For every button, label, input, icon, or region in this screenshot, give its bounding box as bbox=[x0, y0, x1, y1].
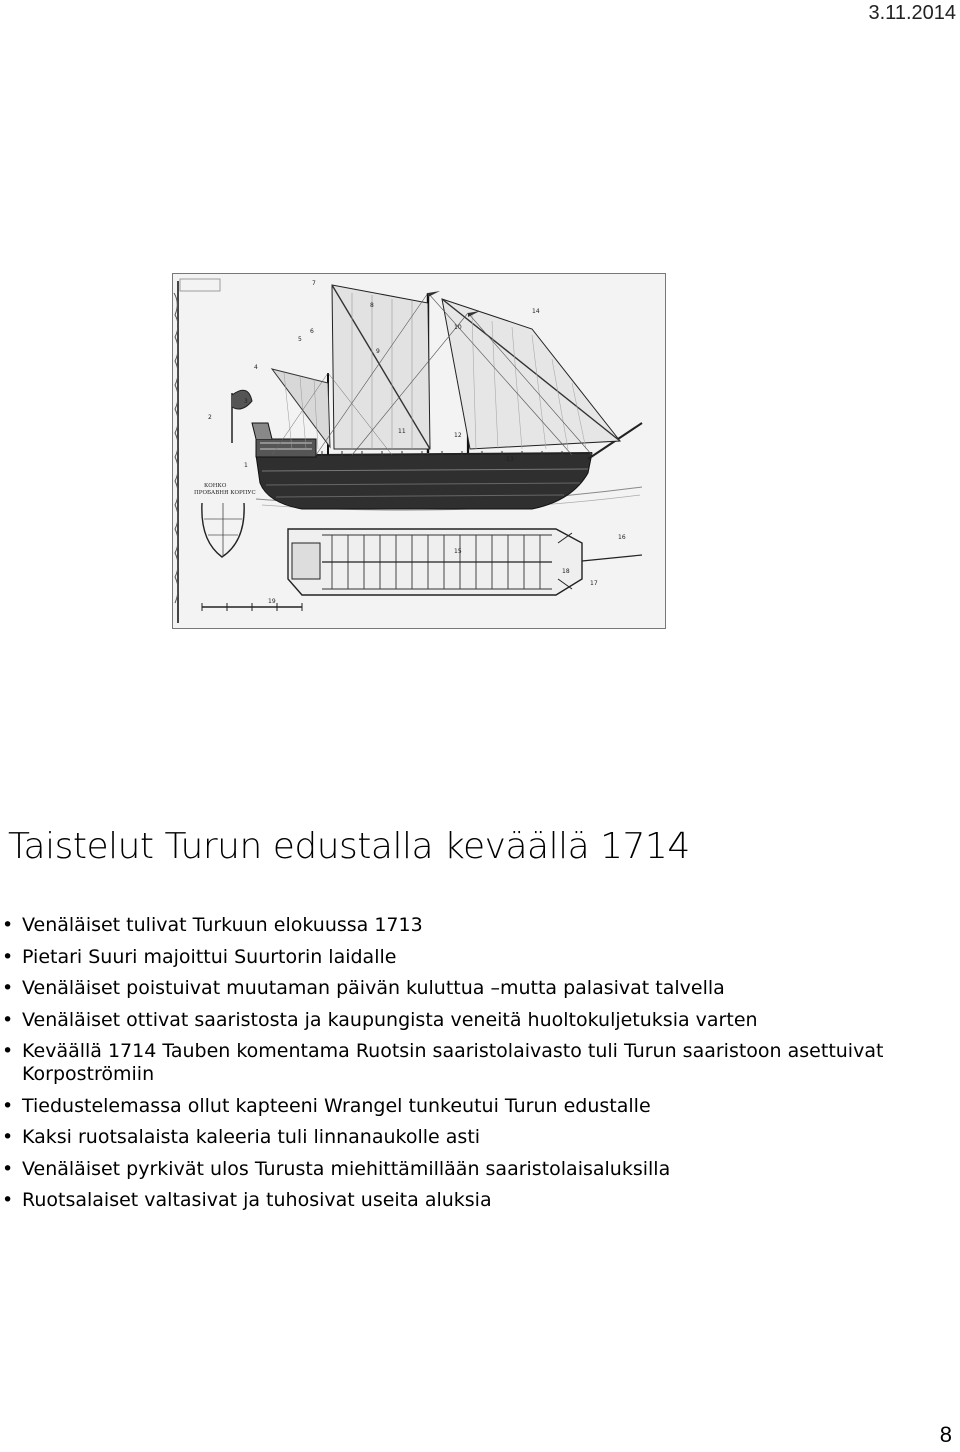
callout-number: 11 bbox=[398, 428, 406, 435]
callout-number: 9 bbox=[376, 348, 380, 355]
bullet-item: • Keväällä 1714 Tauben komentama Ruotsin saaristolaivasto tuli Turun saaristoon asettuivat Korpoströmiin bbox=[0, 1040, 950, 1086]
callout-number: 8 bbox=[370, 302, 374, 309]
callout-number: 7 bbox=[312, 280, 316, 287]
slide-date: 3.11.2014 bbox=[868, 2, 956, 24]
callout-number: 13 bbox=[506, 456, 514, 463]
slide-title: Taistelut Turun edustalla keväällä 1714 bbox=[8, 826, 690, 867]
bullet-item: • Venäläiset pyrkivät ulos Turusta miehittämillään saaristolaisaluksilla bbox=[0, 1158, 950, 1181]
callout-number: 4 bbox=[254, 364, 258, 371]
callout-number: 15 bbox=[454, 548, 462, 555]
callout-number: 14 bbox=[532, 308, 540, 315]
bullet-item: • Venäläiset ottivat saaristosta ja kaupungista veneitä huoltokuljetuksia varten bbox=[0, 1009, 950, 1032]
ship-drawing-icon bbox=[172, 273, 666, 629]
bullet-item: • Pietari Suuri majoittui Suurtorin laidalle bbox=[0, 946, 950, 969]
callout-number: 3 bbox=[244, 398, 248, 405]
page-number: 8 bbox=[939, 1422, 952, 1447]
callout-number: 12 bbox=[454, 432, 462, 439]
callout-number: 1 bbox=[244, 462, 248, 469]
bullet-item: • Venäläiset poistuivat muutaman päivän kuluttua –mutta palasivat talvella bbox=[0, 977, 950, 1000]
callout-number: 17 bbox=[590, 580, 598, 587]
bullet-item: • Venäläiset tulivat Turkuun elokuussa 1713 bbox=[0, 914, 950, 937]
bullet-item: • Ruotsalaiset valtasivat ja tuhosivat useita aluksia bbox=[0, 1189, 950, 1212]
inscription-line-1: КОНКО bbox=[204, 483, 227, 489]
ship-drawing bbox=[172, 273, 666, 629]
callout-number: 5 bbox=[298, 336, 302, 343]
bullet-list bbox=[0, 914, 950, 1221]
callout-number: 16 bbox=[618, 534, 626, 541]
callout-number: 18 bbox=[562, 568, 570, 575]
callout-number: 6 bbox=[310, 328, 314, 335]
bullet-item: • Tiedustelemassa ollut kapteeni Wrangel tunkeutui Turun edustalle bbox=[0, 1095, 950, 1118]
callout-number: 2 bbox=[208, 414, 212, 421]
callout-number: 10 bbox=[454, 324, 462, 331]
bullet-item: • Kaksi ruotsalaista kaleeria tuli linnanaukolle asti bbox=[0, 1126, 950, 1149]
callout-number: 19 bbox=[268, 598, 276, 605]
inscription-line-2: ПРОБАВНЯ КОРПУС bbox=[194, 490, 256, 496]
